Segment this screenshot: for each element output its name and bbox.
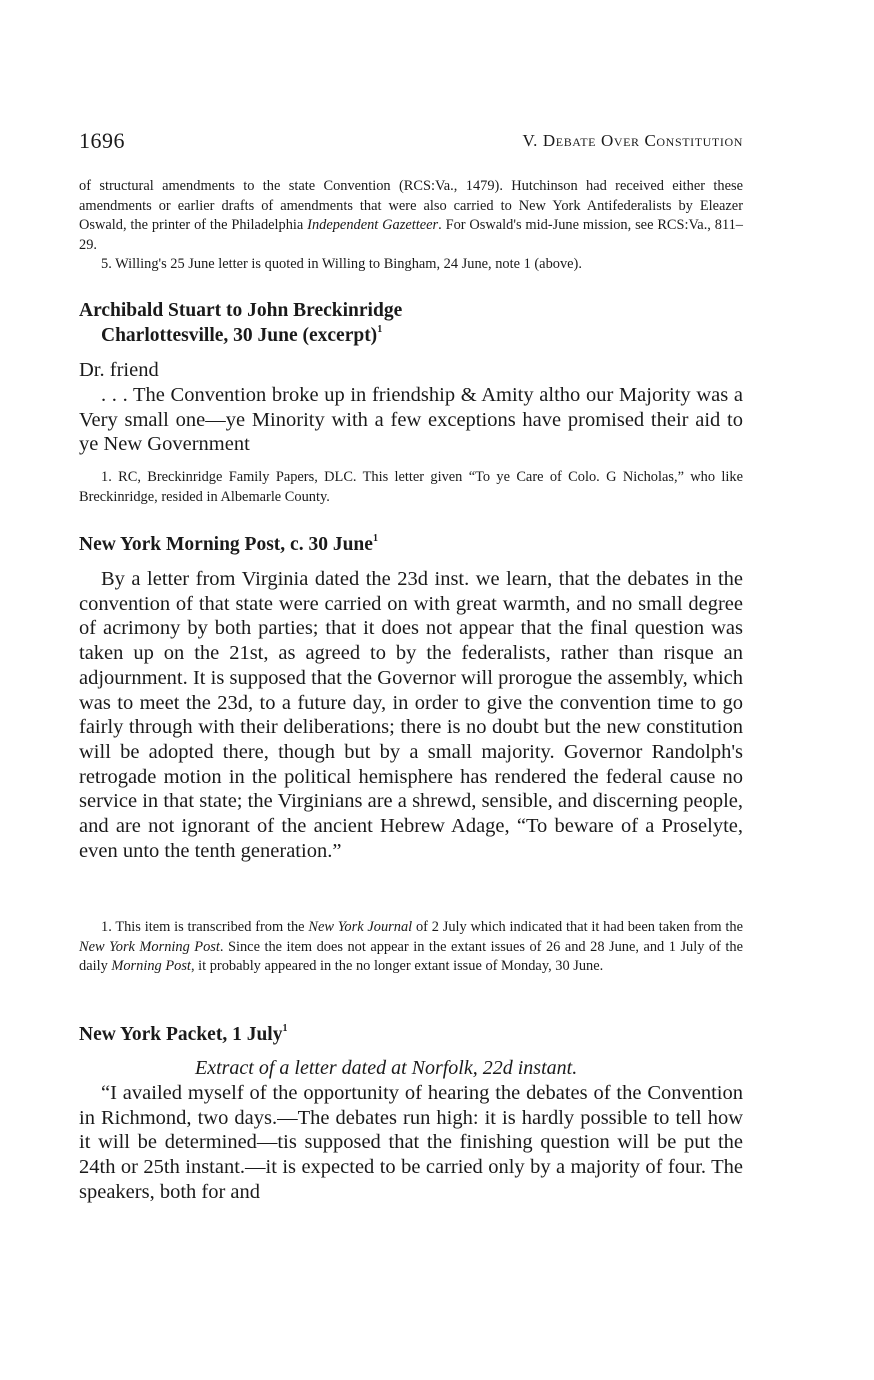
stuart-letter-body [79, 358, 743, 457]
newspaper-title: Independent Gazetteer [307, 217, 439, 233]
packet-heading: New York Packet, 1 July$^1$ [79, 1022, 288, 1045]
footnote-ref: 1 [372, 532, 378, 544]
extract-line: Extract of a letter dated at Norfolk, 22d instant. [195, 1057, 578, 1079]
continued-footnote [79, 177, 743, 275]
morning-post-footnote [79, 918, 743, 977]
stuart-letter-text: . . . The Convention broke up in friendship & Amity altho our Majority was a Very small one—ye Minority with a few exceptions have promised their aid to ye New Government [79, 384, 743, 456]
packet-body [79, 1056, 743, 1205]
morning-post-heading: New York Morning Post, c. 30 June$^1$ [79, 532, 378, 555]
packet-text: “I availed myself of the opportunity of hearing the debates of the Convention in Richmond, two days.—The debates run high: it is hardly possible to tell how it will be determined—tis supposed that the finishing question will be put the 24th or 25th instant.—it is expected to be carried only by a majority of four. The speakers, both for and [79, 1082, 743, 1203]
footnote-ref: 1 [282, 1022, 288, 1034]
continued-note-text: of structural amendments to the state Convention (RCS:Va., 1479). Hutchinson had received either these amendments or earlier drafts of amendments that were also carried to New York Antifederalists by Eleazer Oswald, the printer of the Philadelphia Independent Gazetteer. For Oswald's mid-June mission, see RCS:Va., 811–29. [79, 178, 743, 253]
stuart-footnote [79, 468, 743, 507]
salutation: Dr. friend [79, 359, 159, 381]
morning-post-text: By a letter from Virginia dated the 23d inst. we learn, that the debates in the convention of that state were carried on with great warmth, and no small degree of acrimony by both parties; that it does not appear that the final question was taken up on the 21st, as agreed to by the federalists, rather than risque an adjournment. It is supposed that the Governor will prorogue the assembly, which was to meet the 23d, to a future day, in order to give the convention time to go fairly through with their deliberations; there is no doubt but the new constitution will be adopted there, though but by a small majority. Governor Randolph's retrogade motion in the political hemisphere has rendered the federal cause no service in that state; the Virginians are a shrewd, sensible, and discerning people, and are not ignorant of the ancient Hebrew Adage, “To beware of a Proselyte, even unto the tenth generation.” [79, 568, 743, 862]
packet-section [79, 1022, 743, 1047]
morning-post-body [79, 567, 743, 863]
stuart-footnote-1: 1. RC, Breckinridge Family Papers, DLC. This letter given “To ye Care of Colo. G Nicholas,” who like Breckinridge, resided in Albemarle County. [79, 469, 743, 505]
running-head [79, 128, 743, 158]
footnote-ref: 1 [377, 323, 383, 335]
morning-post-section [79, 532, 743, 557]
morning-post-footnote-1: 1. This item is transcribed from the New York Journal of 2 July which indicated that it had been taken from the New York Morning Post. Since the item does not appear in the extant issues of 26 and 28 June, and 1 July of the daily Morning Post, it probably appeared in the no longer extant issue of Monday, 30 June. [79, 919, 743, 974]
section-title: V. Debate Over Constitution [522, 131, 743, 150]
stuart-heading: Archibald Stuart to John Breckinridge [79, 300, 403, 321]
stuart-subheading: Charlottesville, 30 June (excerpt)$^1$ [101, 323, 383, 346]
page-number: 1696 [79, 128, 125, 153]
footnote-5: 5. Willing's 25 June letter is quoted in Willing to Bingham, 24 June, note 1 (above). [101, 256, 582, 272]
stuart-letter-section [79, 298, 743, 348]
